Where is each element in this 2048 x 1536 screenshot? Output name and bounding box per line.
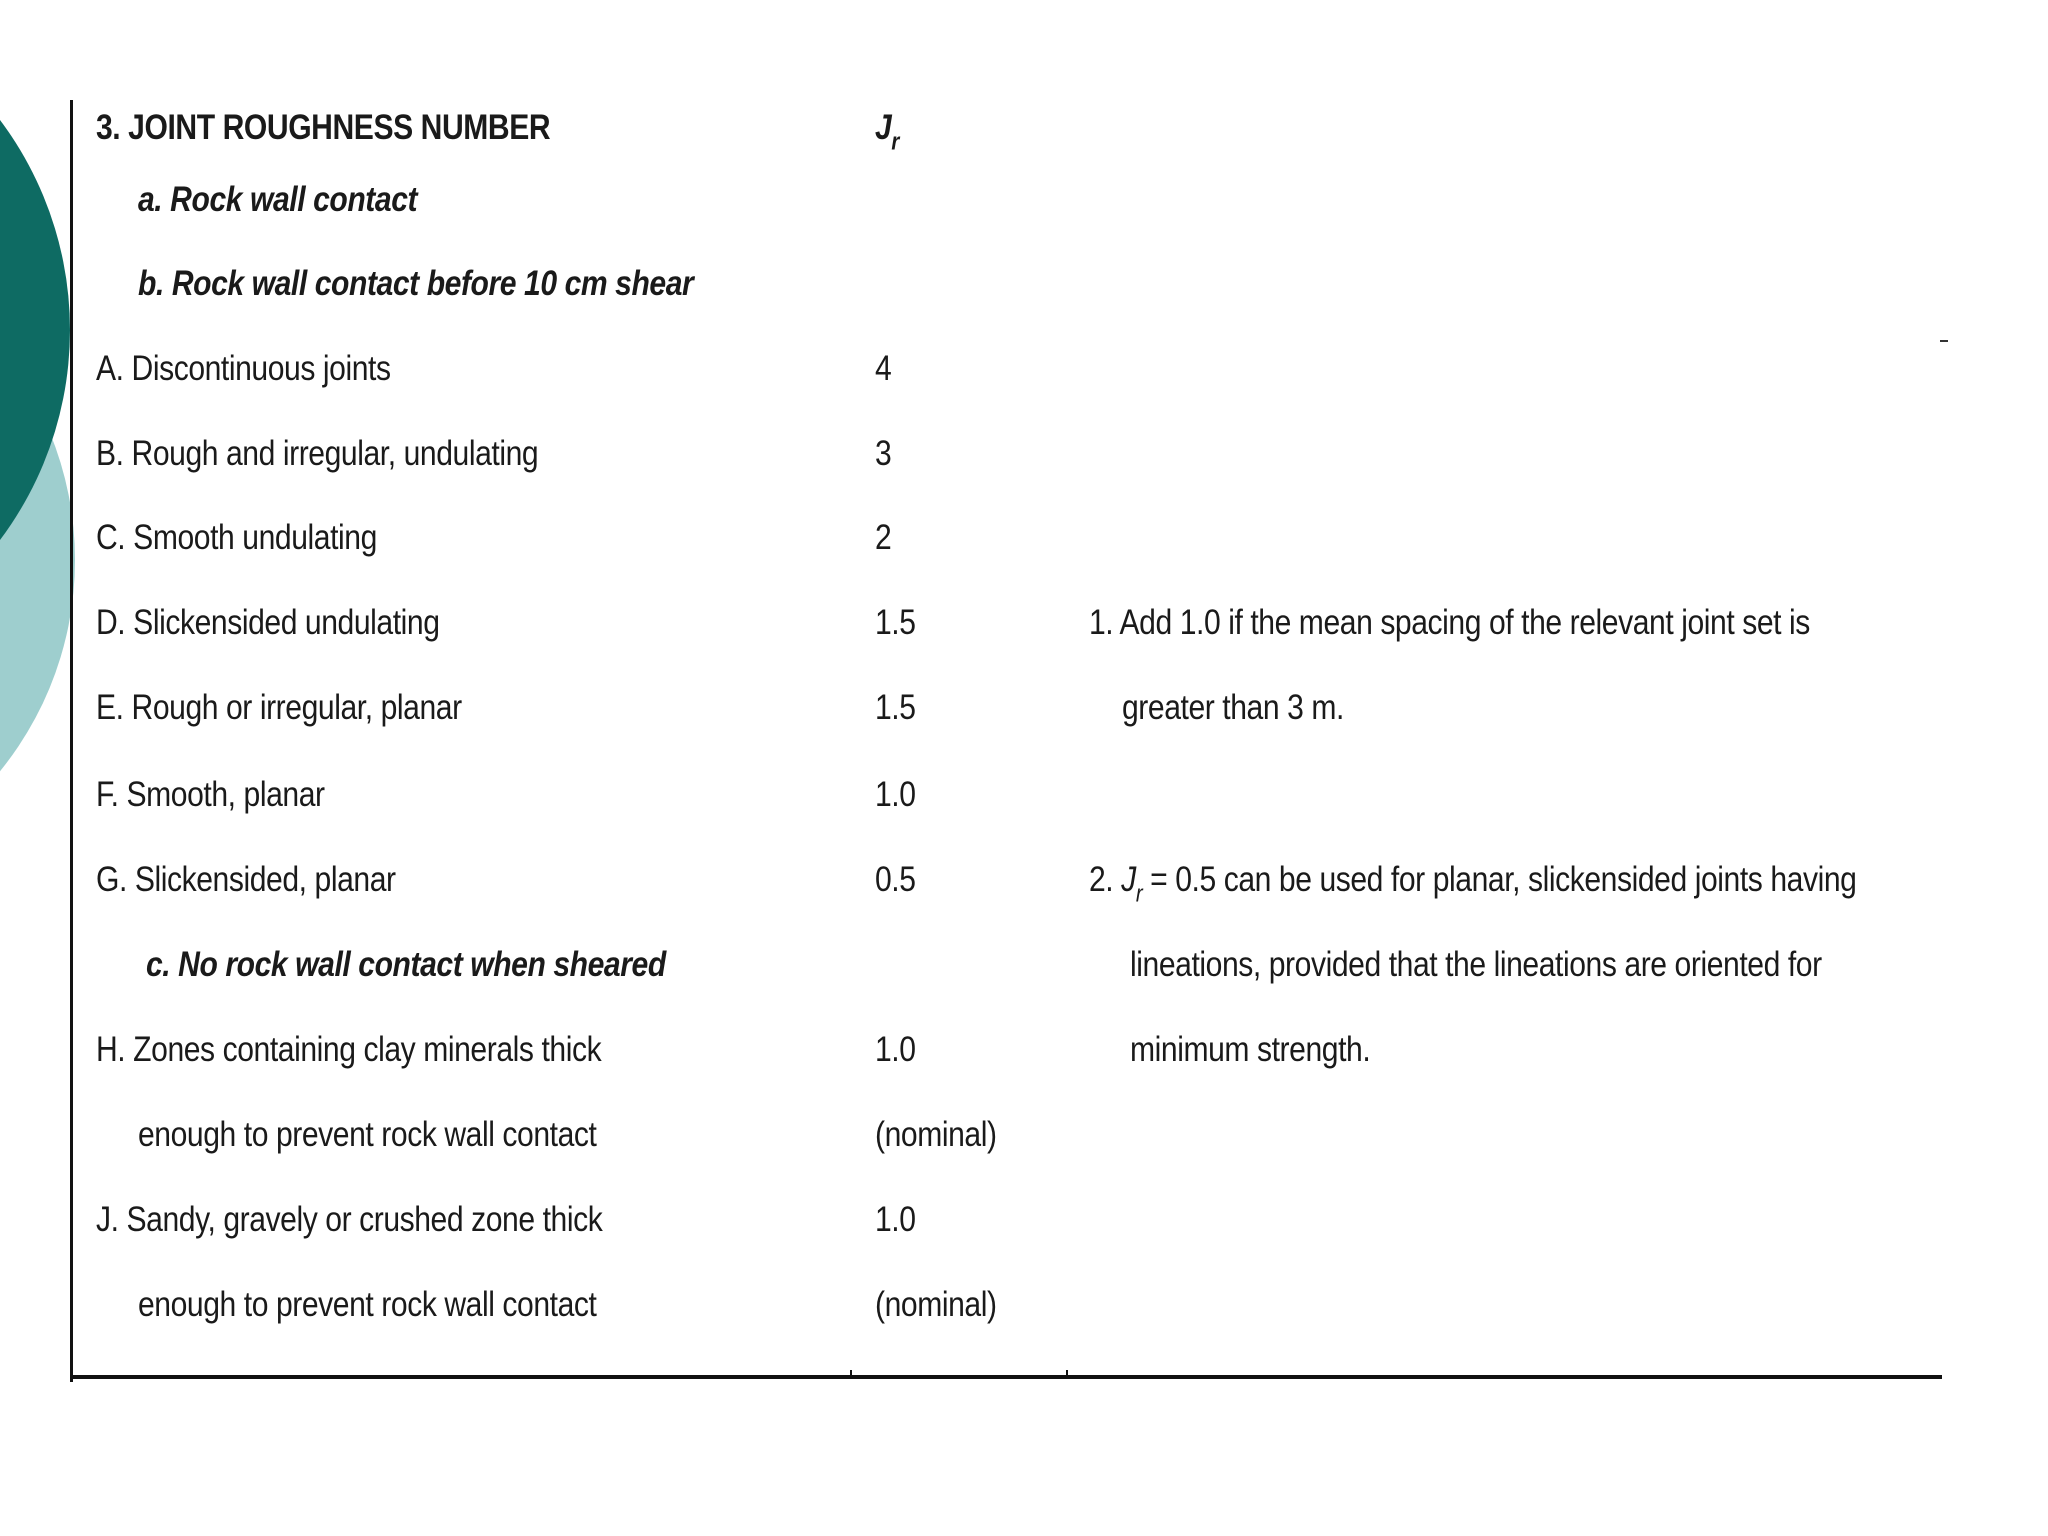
- column-divider-tick: [850, 1370, 852, 1378]
- row-label-h: H. Zones containing clay minerals thick: [96, 1030, 602, 1069]
- row-value-j: 1.0: [875, 1200, 916, 1239]
- subheading-b: b. Rock wall contact before 10 cm shear: [138, 264, 694, 303]
- row-value-j-note: (nominal): [875, 1285, 997, 1324]
- note-1-line-2: greater than 3 m.: [1122, 688, 1344, 727]
- row-value-b: 3: [875, 434, 892, 473]
- row-label-h-cont: enough to prevent rock wall contact: [138, 1115, 597, 1154]
- row-value-h-note: (nominal): [875, 1115, 997, 1154]
- subheading-c: c. No rock wall contact when sheared: [146, 945, 666, 984]
- row-label-f: F. Smooth, planar: [96, 775, 325, 814]
- table-left-border: [70, 100, 73, 1382]
- row-value-d: 1.5: [875, 603, 916, 642]
- note-2-line-1: 2. $J_r = 0.5$ can be used for planar, slickensided joints having: [1089, 860, 1857, 908]
- row-value-a: 4: [875, 349, 892, 388]
- stray-dash: [1940, 340, 1948, 342]
- row-label-b: B. Rough and irregular, undulating: [96, 434, 539, 473]
- row-label-a: A. Discontinuous joints: [96, 349, 391, 388]
- row-value-c: 2: [875, 518, 892, 557]
- row-label-j: J. Sandy, gravely or crushed zone thick: [96, 1200, 603, 1239]
- jr-column-header: $J_r$: [875, 108, 899, 156]
- table-bottom-border: [70, 1375, 1942, 1379]
- column-divider-tick: [1066, 1370, 1068, 1378]
- row-label-j-cont: enough to prevent rock wall contact: [138, 1285, 597, 1324]
- row-label-g: G. Slickensided, planar: [96, 860, 396, 899]
- note-2-line-2: lineations, provided that the lineations are oriented for: [1130, 945, 1822, 984]
- row-value-h: 1.0: [875, 1030, 916, 1069]
- subheading-a: a. Rock wall contact: [138, 180, 418, 219]
- table-title: 3. JOINT ROUGHNESS NUMBER: [96, 108, 551, 147]
- note-2-line-3: minimum strength.: [1130, 1030, 1371, 1069]
- row-label-c: C. Smooth undulating: [96, 518, 377, 557]
- row-value-e: 1.5: [875, 688, 916, 727]
- row-label-d: D. Slickensided undulating: [96, 603, 440, 642]
- row-value-g: 0.5: [875, 860, 916, 899]
- row-value-f: 1.0: [875, 775, 916, 814]
- note-1-line-1: 1. Add 1.0 if the mean spacing of the relevant joint set is: [1089, 603, 1810, 642]
- row-label-e: E. Rough or irregular, planar: [96, 688, 462, 727]
